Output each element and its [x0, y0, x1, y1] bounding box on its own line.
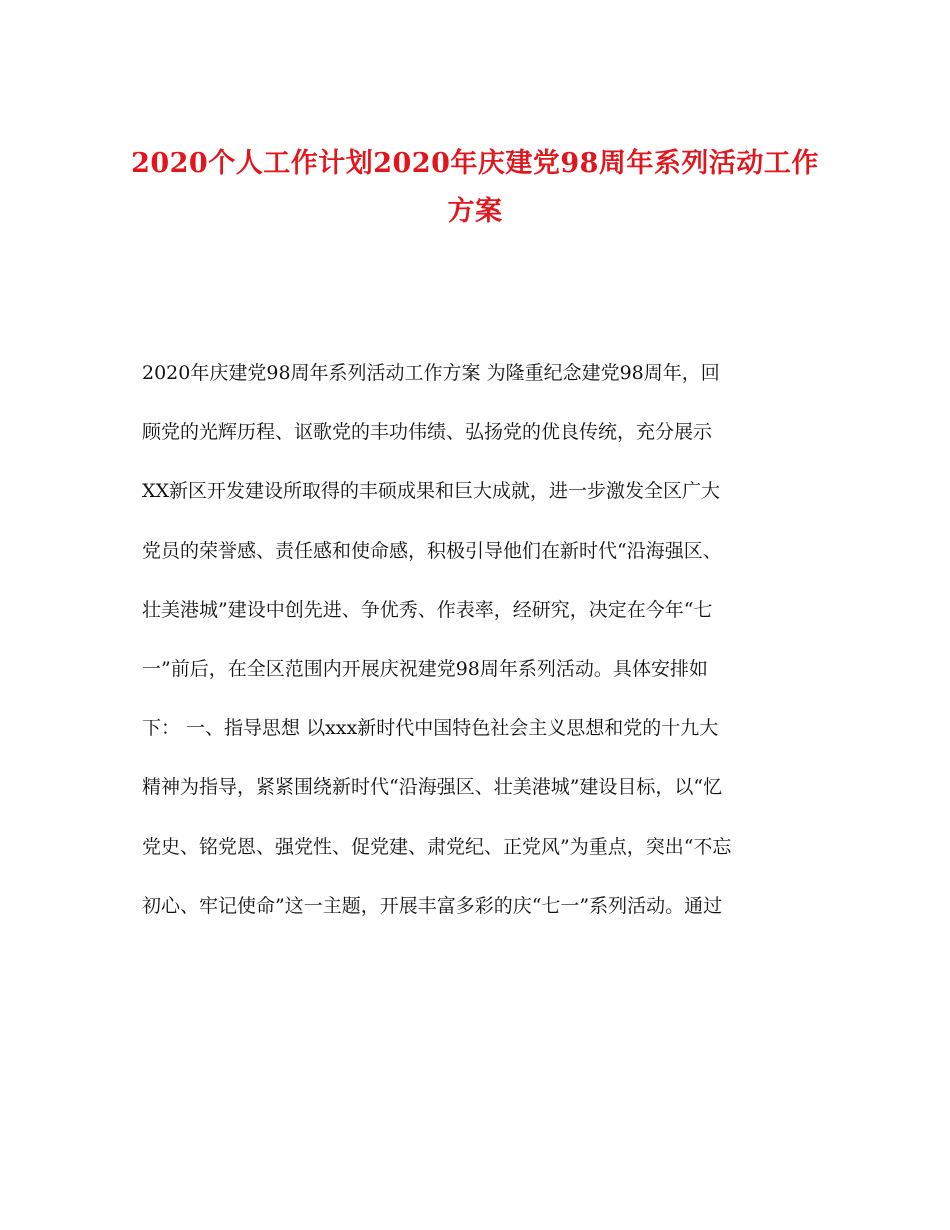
body-line: 2020年庆建党98周年系列活动工作方案 为隆重纪念建党98周年，回 — [142, 362, 720, 384]
title-line: 2020个人工作计划2020年庆建党98周年系列活动工作 — [131, 148, 819, 179]
body-line: XX新区开发建设所取得的丰硕成果和巨大成就，进一步激发全区广大 — [142, 480, 721, 503]
body-line: 初心、牢记使命”这一主题，开展丰富多彩的庆“七一”系列活动。通过 — [142, 894, 723, 917]
body-line: 党史、铭党恩、强党性、促党建、肃党纪、正党风”为重点，突出“不忘 — [142, 835, 732, 858]
document-body — [142, 344, 822, 936]
body-line: 一”前后，在全区范围内开展庆祝建党98周年系列活动。具体安排如 — [142, 657, 708, 680]
body-line: 下： 一、指导思想 以xxx新时代中国特色社会主义思想和党的十九大 — [142, 717, 719, 740]
body-line: 壮美港城”建设中创先进、争优秀、作表率，经研究，决定在今年“七 — [142, 598, 713, 621]
body-line: 党员的荣誉感、责任感和使命感，积极引导他们在新时代“沿海强区、 — [142, 539, 722, 562]
document-title — [100, 140, 850, 236]
title-line: 方案 — [447, 196, 503, 227]
body-line: 精神为指导，紧紧围绕新时代“沿海强区、壮美港城”建设目标，以“忆 — [142, 776, 723, 799]
body-line: 顾党的光辉历程、讴歌党的丰功伟绩、弘扬党的优良传统，充分展示 — [142, 421, 713, 444]
